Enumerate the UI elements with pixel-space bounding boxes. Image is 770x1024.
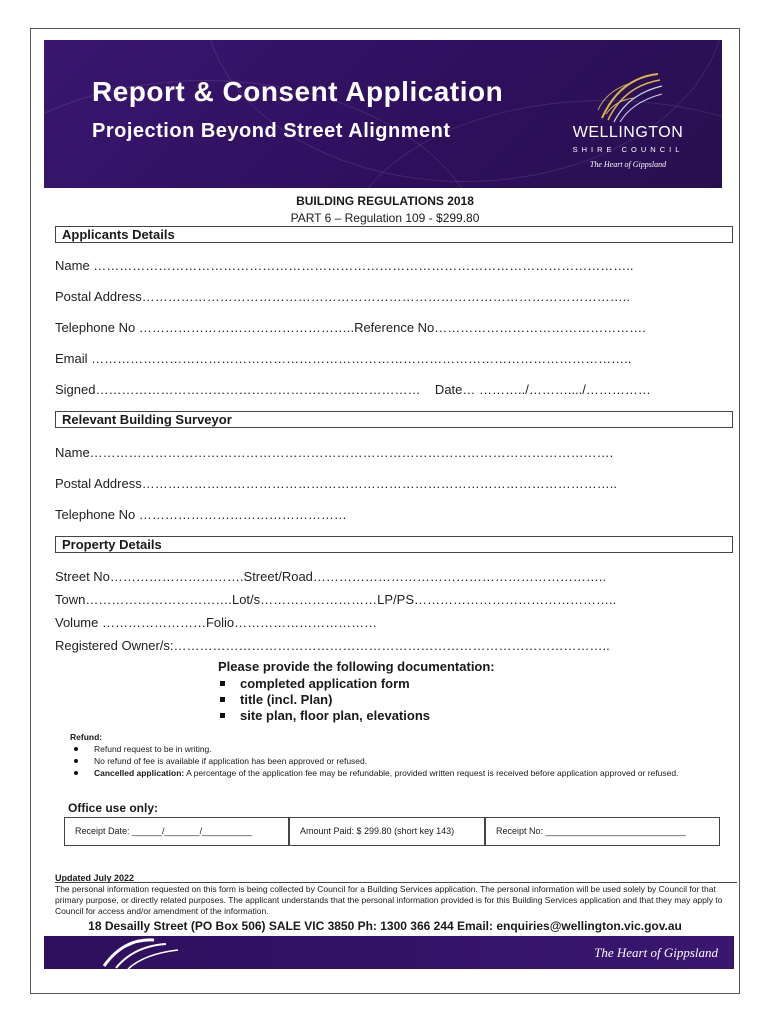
swoosh-logo-icon [562, 70, 694, 126]
receipt-date-cell[interactable]: Receipt Date: ______/_______/__________ [64, 817, 289, 846]
council-address: 18 Desailly Street (PO Box 506) SALE VIC 3850 Ph: 1300 366 244 Email: enquiries@wellington.vic.gov.au [88, 919, 682, 933]
documentation-title: Please provide the following documentation: [218, 659, 495, 674]
refund-item: No refund of fee is available if application has been approved or refused. [70, 755, 680, 767]
section-surveyor: Relevant Building Surveyor [55, 411, 733, 428]
logo-council-sub: SHIRE COUNCIL [572, 145, 684, 154]
surveyor-postal-field[interactable]: Postal Address……………………………………………………………………………………………….. [55, 476, 617, 491]
privacy-statement: The personal information requested on this form is being collected by Council for a Building Services application. The personal information will be used solely by Council for that primary purpose, or directly related purposes. The applicant understands that the personal information provided is for this Building Services application and that they may apply to Council for access and/or amendment of the information. [55, 882, 737, 917]
updated-date: Updated July 2022 [55, 873, 135, 883]
refund-notes [70, 732, 680, 779]
property-town-field[interactable]: Town…………………………….Lot/s………………………LP/PS……………………………………….. [55, 592, 617, 607]
form-title: Report & Consent Application [92, 76, 504, 107]
refund-title: Refund: [70, 732, 103, 742]
property-volume-field[interactable]: Volume ……………………Folio…………………………… [55, 615, 378, 630]
amount-paid-cell: Amount Paid: $ 299.80 (short key 143) [289, 817, 485, 846]
documentation-item: title (incl. Plan) [218, 692, 495, 708]
refund-item: Refund request to be in writing. [70, 743, 680, 755]
header-banner [44, 40, 722, 188]
refund-item-bold: Cancelled application: [94, 768, 185, 778]
applicant-telephone-field[interactable]: Telephone No …………………………………………..Reference No…………………………………………. [55, 320, 646, 335]
applicant-postal-field[interactable]: Postal Address………………………………………………………………………………………………….. [55, 289, 630, 304]
refund-item-text: A percentage of the application fee may be refundable, provided written request is received before application approved or refused. [184, 768, 679, 778]
property-owner-field[interactable]: Registered Owner/s:……………………………………………………………………………………….. [55, 638, 610, 653]
documentation-item: site plan, floor plan, elevations [218, 708, 495, 724]
logo-council-name: WELLINGTON [572, 124, 684, 141]
applicant-signed-field[interactable]: Signed………………………………………………………………… Date… ………../………..../…………… [55, 382, 651, 397]
logo-tagline: The Heart of Gippsland [589, 160, 667, 169]
office-use-table [64, 817, 720, 846]
regulation-fee: PART 6 – Regulation 109 - $299.80 [290, 211, 480, 225]
footer-swoosh-icon [94, 936, 184, 969]
property-street-field[interactable]: Street No………………………….Street/Road………………………………………………………….. [55, 569, 607, 584]
documentation-list [218, 659, 495, 724]
council-logo [562, 70, 694, 180]
office-use-title: Office use only: [68, 801, 159, 815]
refund-item [70, 767, 680, 779]
receipt-no-cell[interactable]: Receipt No: ____________________________ [485, 817, 720, 846]
footer-banner [44, 936, 734, 969]
regulation-heading: BUILDING REGULATIONS 2018 [296, 194, 474, 208]
form-subtitle: Projection Beyond Street Alignment [92, 120, 451, 142]
section-applicant: Applicants Details [55, 226, 733, 243]
surveyor-name-field[interactable]: Name…………………………………………………………………………………………………………. [55, 445, 614, 460]
footer-tagline: The Heart of Gippsland [594, 945, 718, 960]
documentation-item: completed application form [218, 676, 495, 692]
section-property: Property Details [55, 536, 733, 553]
applicant-email-field[interactable]: Email …………………………………………………………………………………………………………….. [55, 351, 632, 366]
surveyor-telephone-field[interactable]: Telephone No ………………………………………… [55, 507, 347, 522]
applicant-name-field[interactable]: Name …………………………………………………………………………………………………………….. [55, 258, 634, 273]
